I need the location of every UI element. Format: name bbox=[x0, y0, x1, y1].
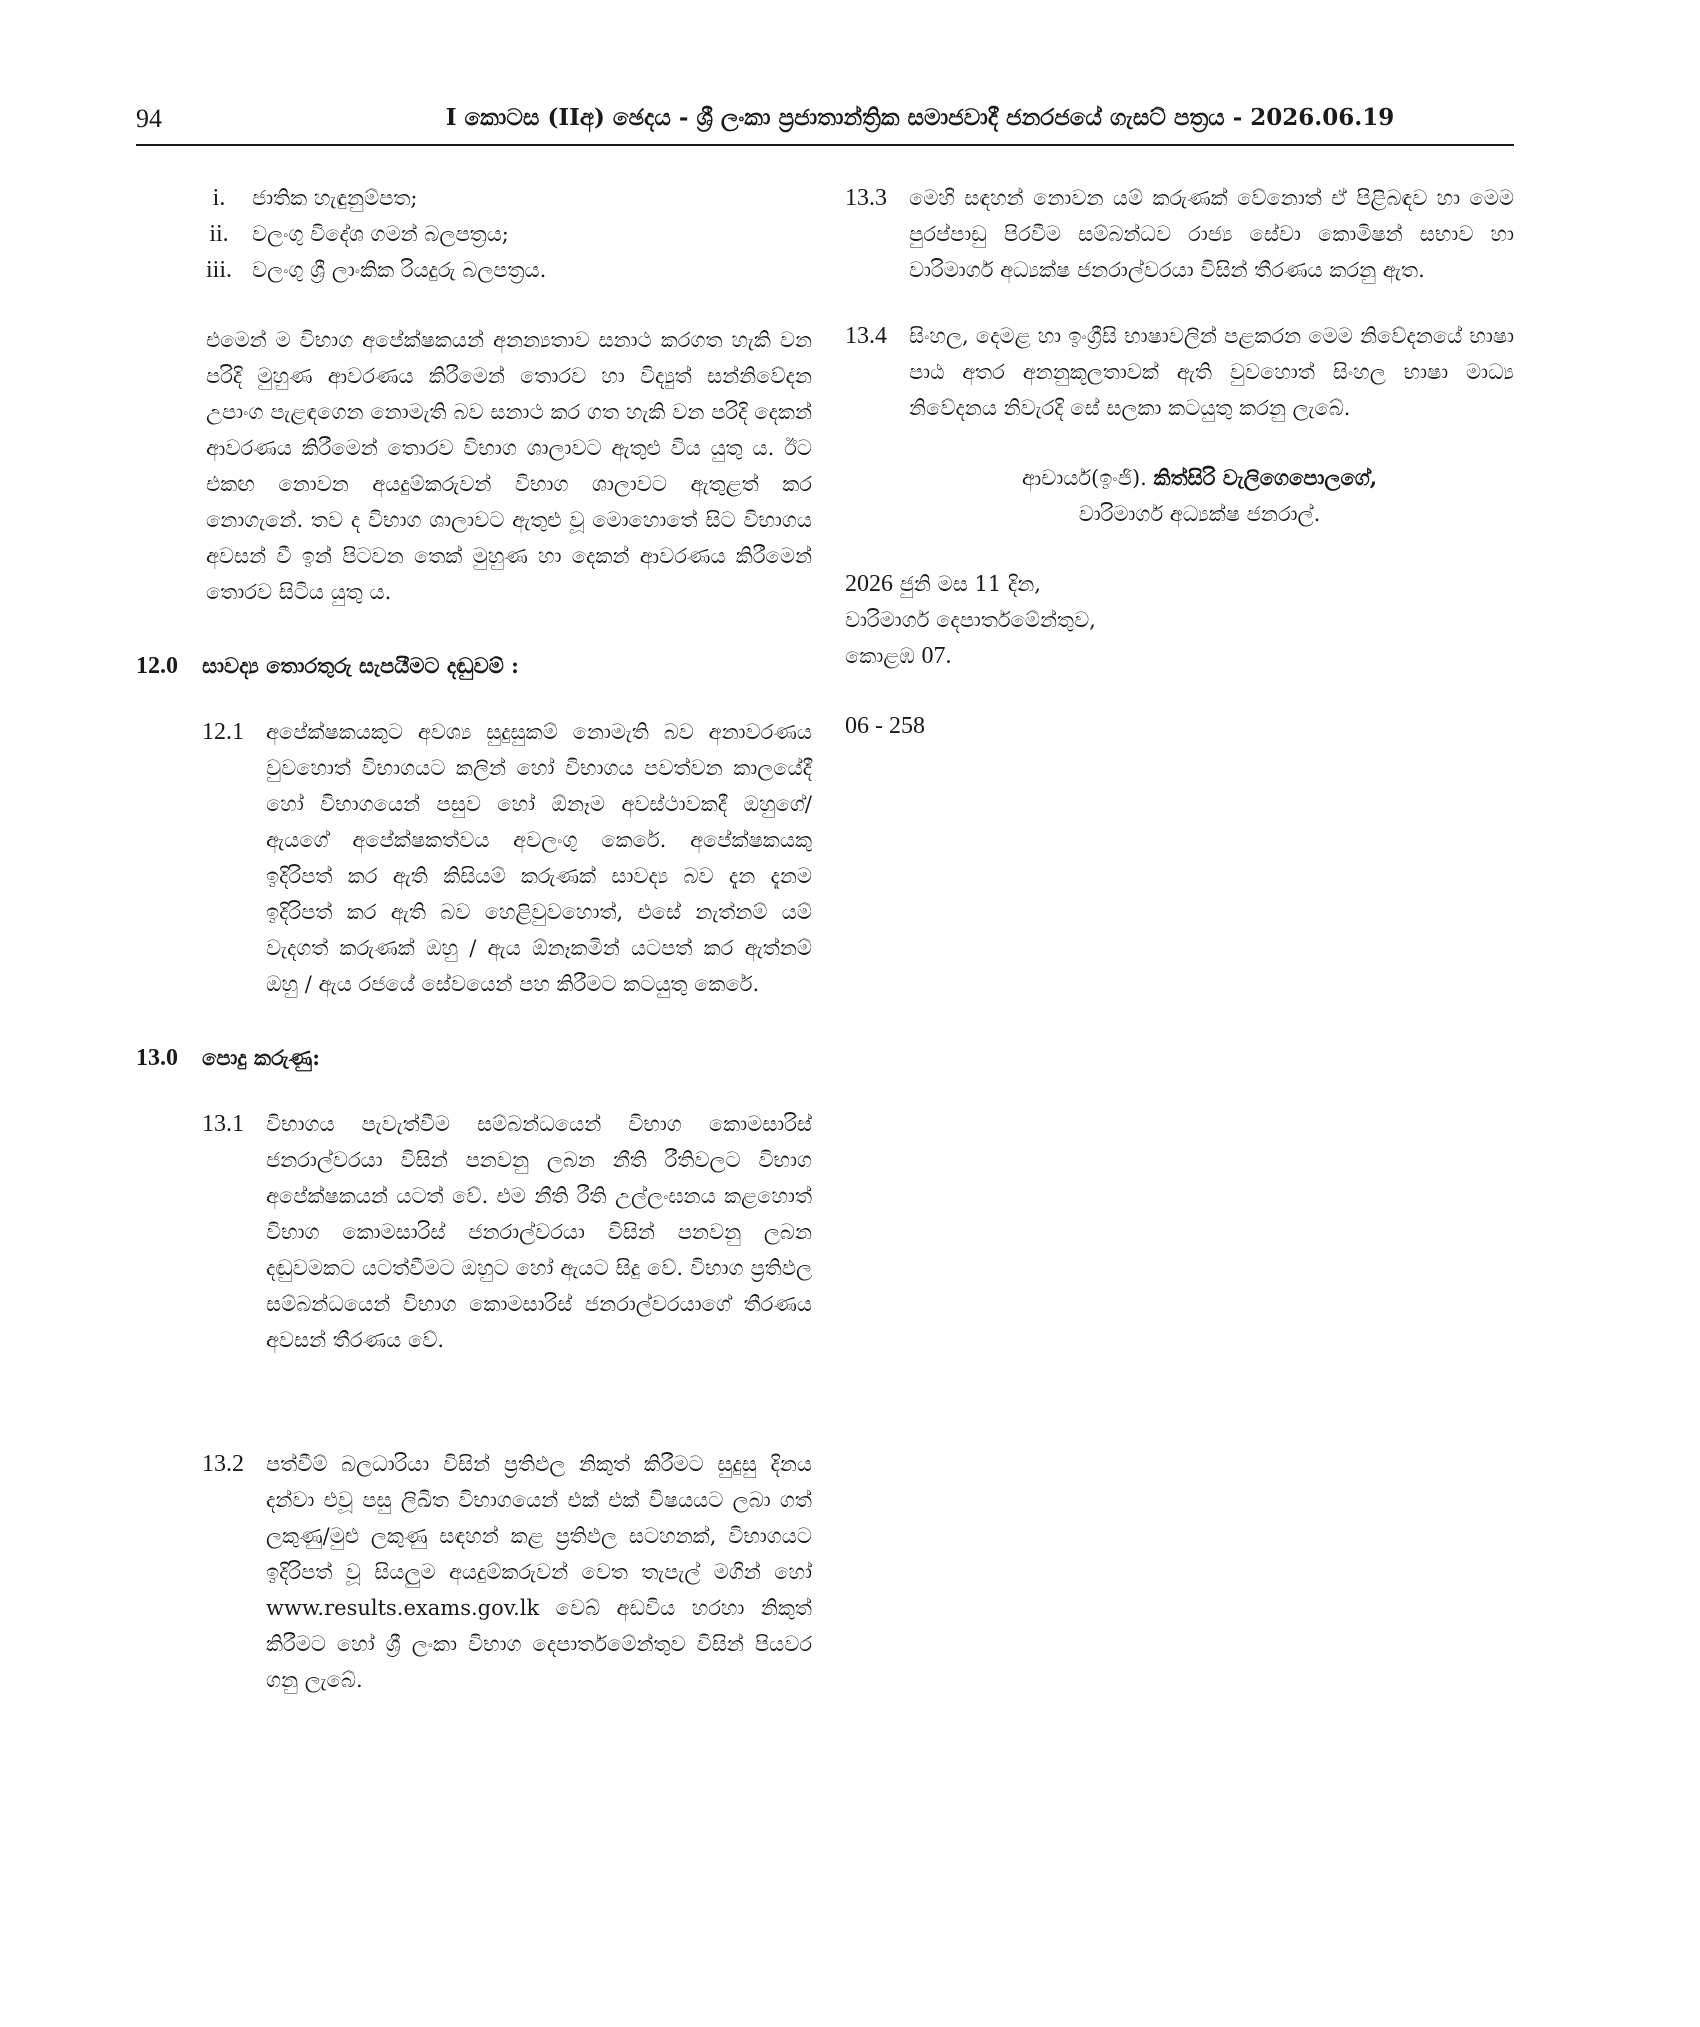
section-number: 12.0 bbox=[136, 653, 178, 679]
clause-text: සිංහල, දෙමළ හා ඉංග්‍රීසි භාෂාවලින් පළකරන මෙම නිවේදනයේ භාෂා පාඨ අතර අනනුකූලතාවක් ඇති වුවහොත් සිංහල භාෂා මාධ්‍ය නිවේදනය නිවැරදි සේ සලකා කටයුතු කරනු ලැබේ. bbox=[909, 324, 1514, 420]
section-heading-12 bbox=[136, 648, 812, 684]
section-title: සාවද්‍ය තොරතුරු සැපයීමට දඬුවම් : bbox=[202, 653, 519, 678]
signatory-name-line bbox=[885, 460, 1514, 496]
city-name: කොළඹ bbox=[845, 644, 915, 668]
date-line bbox=[845, 566, 1514, 602]
date-text: ජුනි මස 11 දින, bbox=[899, 572, 1041, 596]
page-header bbox=[136, 100, 1514, 146]
clause-text: පත්වීම් බලධාරියා විසින් ප්‍රතිඵල නිකුත් කිරීමට සුදුසු දිනය දන්වා එවූ පසු ලිඛිත විභාගයෙන් එක් එක් විෂයයට ලබා ගත් ලකුණු/මුළු ලකුණු සඳහන් කළ ප්‍රතිඵල සටහනක්, විභාගයට ඉදිරිපත් වූ සියලුම අයදුම්කරුවන් වෙත තැපැල් මගින් හෝ www.results.exams.gov.lk වෙබ් අඩවිය හරහා නිකුත් කිරීමට හෝ ශ්‍රී ලංකා විභාග දෙපාර්තමේන්තුව විසින් පියවර ගනු ලැබේ. bbox=[266, 1452, 812, 1692]
clause-text: මෙහි සඳහන් නොවන යම් කරුණක් වේනොත් ඒ පිළිබඳව හා මෙම පුරප්පාඩු පිරවීම සම්බන්ධව රාජ්‍ය සේවා කොමිෂන් සභාව හා වාරිමාර්ග අධ්‍යක්ෂ ජනරාල්වරයා විසින් තීරණය කරනු ඇත. bbox=[909, 186, 1514, 282]
clause-number: 12.1 bbox=[202, 719, 244, 745]
clause-number: 13.4 bbox=[845, 323, 887, 349]
signatory-title: ආචාර්ය(ඉංජි). bbox=[1021, 466, 1147, 490]
clause-number: 13.1 bbox=[202, 1111, 244, 1137]
list-item bbox=[186, 216, 812, 252]
reference-number: 06 - 258 bbox=[845, 713, 925, 739]
list-item-text: වලංගු ශ්‍රී ලාංකික රියදුරු බලපත්‍රය. bbox=[252, 258, 547, 282]
list-item bbox=[186, 180, 812, 216]
office-name: වාරිමාර්ග දෙපාර්තමේන්තුව, bbox=[845, 608, 1096, 632]
list-item-text: ජාතික හැඳුනුම්පත; bbox=[252, 186, 418, 210]
date-block bbox=[845, 566, 1514, 674]
city-code: 07. bbox=[921, 643, 952, 669]
clause-13-3 bbox=[845, 180, 1514, 288]
signatory-designation: වාරිමාර්ග අධ්‍යක්ෂ ජනරාල්. bbox=[1078, 502, 1321, 526]
list-item-number: iii. bbox=[205, 257, 232, 283]
date-year: 2026 bbox=[845, 571, 893, 597]
gazette-title: I කොටස (IIඅ) ඡෙදය - ශ්‍රී ලංකා ප්‍රජාතාන්ත්‍රික සමාජවාදී ජනරජයේ ගැසට් පත්‍රය - 2026.06.19 bbox=[445, 104, 1395, 131]
clause-13-2 bbox=[202, 1446, 812, 1698]
list-item bbox=[186, 252, 812, 288]
clause-13-1 bbox=[202, 1106, 812, 1358]
clause-text: අපේක්ෂකයකුට අවශ්‍ය සුදුසුකම් නොමැති බව අනාවරණය වුවහොත් විභාගයට කලින් හෝ විභාගය පවත්වන කාලයේදී හෝ විභාගයෙන් පසුව හෝ ඕනෑම අවස්ථාවකදී ඔහුගේ/ ඇයගේ අපේක්ෂකත්වය අවලංගු කෙරේ. අපේක්ෂකයකු ඉදිරිපත් කර ඇති කිසියම් කරුණක් සාවද්‍ය බව දැන දැනම ඉදිරිපත් කර ඇති බව හෙළිවුවහොත්, එසේ නැත්නම් යම් වැදගත් කරුණක් ඔහු / ඇය ඕනෑකමින් යටපත් කර ඇත්නම් ඔහු / ඇය රජයේ සේවයෙන් පහ කිරීමට කටයුතු කෙරේ. bbox=[266, 720, 812, 996]
city-line bbox=[845, 638, 1514, 674]
section-number: 13.0 bbox=[136, 1045, 178, 1071]
clause-12-1 bbox=[202, 714, 812, 1002]
clause-number: 13.3 bbox=[845, 185, 887, 211]
identity-document-list bbox=[186, 180, 812, 288]
section-heading-13 bbox=[136, 1040, 812, 1076]
list-item-number: i. bbox=[212, 185, 226, 211]
section-title: පොදු කරුණු: bbox=[202, 1045, 321, 1070]
clause-number: 13.2 bbox=[202, 1451, 244, 1477]
list-item-number: ii. bbox=[209, 221, 229, 247]
list-item-text: වලංගු විදේශ ගමන් බලපත්‍රය; bbox=[252, 222, 509, 246]
left-column bbox=[136, 180, 812, 1698]
signature-block bbox=[845, 460, 1514, 532]
page-number: 94 bbox=[136, 104, 162, 133]
identity-paragraph: එමෙන් ම විභාග අපේක්ෂකයන් අනන්‍යතාව සනාථ කරගත හැකි වන පරිදි මුහුණ ආවරණය කිරීමෙන් තොරව හා විද්‍යුත් සන්නිවේදන උපාංග පැළඳගෙන නොමැති බව සනාථ කර ගත හැකි වන පරිදි දෙකන් ආවරණය කිරීමෙන් තොරව විභාග ශාලාවට ඇතුළු විය යුතු ය. ඊට එකඟ නොවන අයදුම්කරුවන් විභාග ශාලාවට ඇතුළත් කර නොගැනේ. තව ද විභාග ශාලාවට ඇතුළු වූ මොහොතේ සිට විභාගය අවසන් වී ඉන් පිටවන තෙක් මුහුණ හා දෙකන් ආවරණය කිරීමෙන් තොරව සිටිය යුතු ය. bbox=[206, 328, 812, 604]
right-column bbox=[845, 180, 1514, 744]
clause-text: විභාගය පැවැත්වීම සම්බන්ධයෙන් විභාග කොමසාරිස් ජනරාල්වරයා විසින් පනවනු ලබන නීති රීතිවලට විභාග අපේක්ෂකයන් යටත් වේ. එම නීති රීති උල්ලංඝනය කළහොත් විභාග කොමසාරිස් ජනරාල්වරයා විසින් පනවනු ලබන දඬුවමකට යටත්වීමට ඔහුට හෝ ඇයට සිදු වේ. විභාග ප්‍රතිඵල සම්බන්ධයෙන් විභාග කොමසාරිස් ජනරාල්වරයාගේ තීරණය අවසන් තීරණය වේ. bbox=[266, 1112, 812, 1352]
clause-13-4 bbox=[845, 318, 1514, 426]
signatory-name: කිත්සිරි වැලිගෙපොලගේ, bbox=[1153, 465, 1378, 490]
